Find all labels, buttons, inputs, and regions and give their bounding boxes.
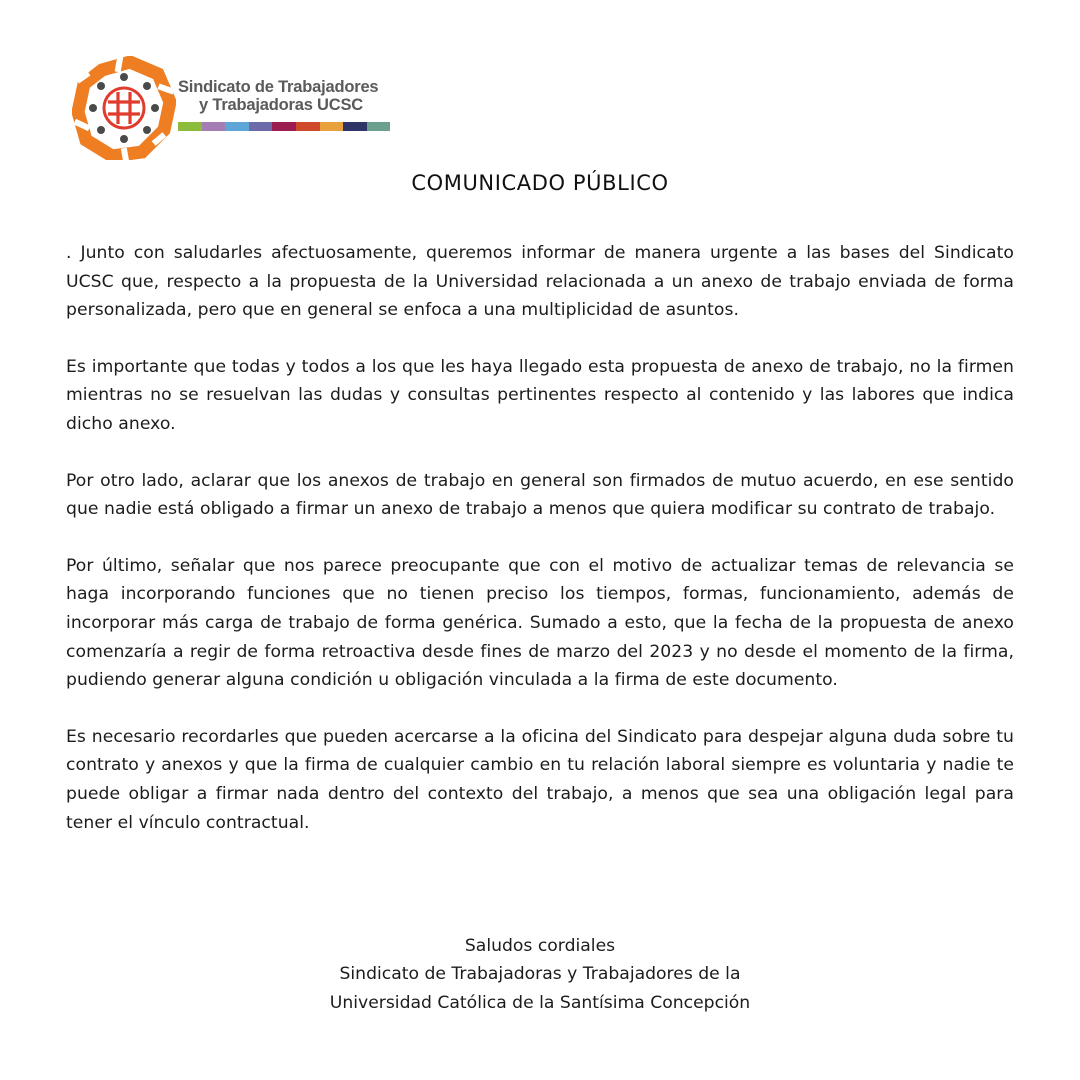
paragraph-mutual-agreement: Por otro lado, aclarar que los anexos de trabajo en general son firmados de mutuo acuerdo, en ese sentido que nadie está obligado a firmar un anexo de trabajo a menos que quiera modificar su contrato de trabajo. [66,470,1014,520]
color-strip-segment [367,122,391,131]
paragraph-intro: . Junto con saludarles afectuosamente, queremos informar de manera urgente a las bases del Sindicato UCSC que, respecto a la propuesta de la Universidad relacionada a un anexo de trabajo enviada de forma personalizada, pero que en general se enfoca a una multiplicidad de asuntos. [66,243,1014,321]
color-strip-segment [202,122,226,131]
color-strip-segment [343,122,367,131]
signature-line-1: Sindicato de Trabajadoras y Trabajadores de la [339,964,741,985]
closing-signature [0,932,1080,1017]
union-name-line2: y Trabajadoras UCSC [199,96,364,114]
color-strip-segment [178,122,202,131]
signature-line-2: Universidad Católica de la Santísima Concepción [329,992,751,1013]
paragraph-do-not-sign: Es importante que todas y todos a los que les haya llegado esta propuesta de anexo de trabajo, no la firmen mientras no se resuelvan las dudas y consultas pertinentes respecto al contenido y las labores que indica dicho anexo. [66,356,1014,434]
union-name-line1: Sindicato de Trabajadores [178,78,379,96]
union-cross-emblem-icon [72,56,176,160]
brand-color-strip [178,122,390,131]
color-strip-segment [320,122,344,131]
union-logo [72,56,402,160]
paragraph-concerns: Por último, señalar que nos parece preocupante que con el motivo de actualizar temas de relevancia se haga incorporando funciones que no tienen preciso los tiempos, formas, funcionamiento, además de incorporar más carga de trabajo de forma genérica. Sumado a esto, que la fecha de la propuesta de anexo comenzaría a regir de forma retroactiva desde fines de marzo del 2023 y no desde el momento de la firma, pudiendo generar alguna condición u obligación vinculada a la firma de este documento. [66,555,1014,691]
union-name [178,78,378,114]
document-title: COMUNICADO PÚBLICO [411,171,669,195]
color-strip-segment [272,122,296,131]
color-strip-segment [225,122,249,131]
document-body [66,239,1014,865]
paragraph-office-support: Es necesario recordarles que pueden acercarse a la oficina del Sindicato para despejar alguna duda sobre tu contrato y anexos y que la firma de cualquier cambio en tu relación laboral siempre es voluntaria y nadie te puede obligar a firmar nada dentro del contexto del trabajo, a menos que sea una obligación legal para tener el vínculo contractual. [66,726,1014,833]
color-strip-segment [249,122,273,131]
closing-greeting: Saludos cordiales [464,936,616,956]
color-strip-segment [296,122,320,131]
